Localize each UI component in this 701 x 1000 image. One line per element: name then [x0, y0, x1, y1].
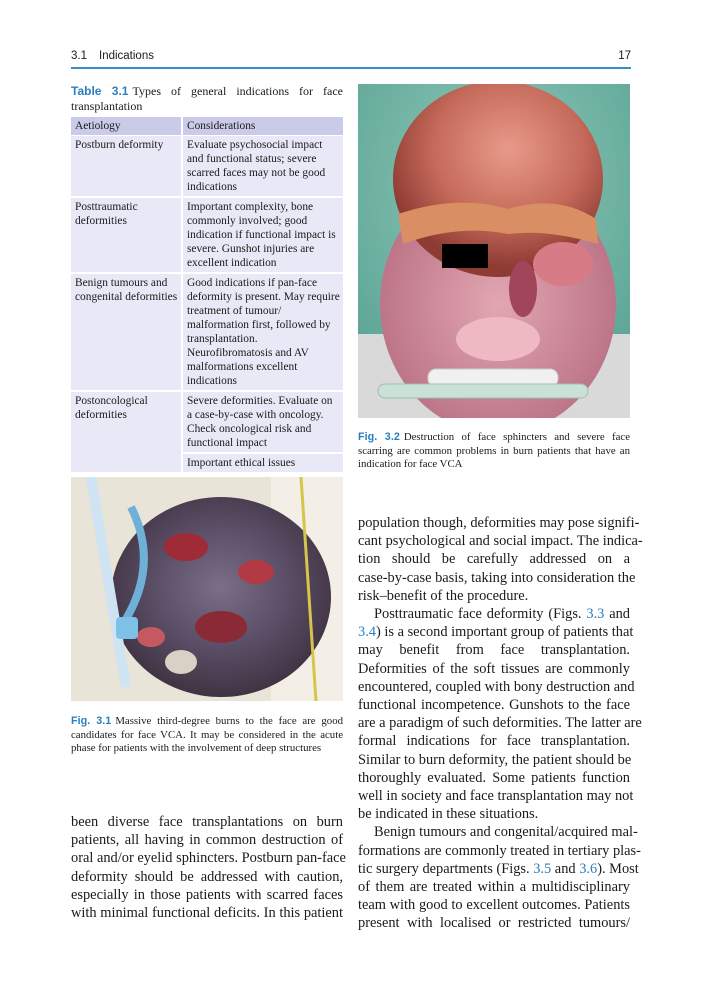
- body-line: Similar to burn deformity, the patient should be: [358, 751, 632, 768]
- body-line: case-by-case basis, taking into consideration the: [358, 569, 636, 586]
- body-line: formations are commonly treated in tertiary plas-: [358, 842, 641, 859]
- body-line: oral and/or eyelid sphincters. Postburn pan-face: [71, 850, 346, 867]
- figure-3-1-label: Fig. 3.1: [71, 715, 112, 727]
- body-line: well in society and face transplantation may not: [358, 788, 634, 805]
- left-column-body: [71, 813, 346, 922]
- table-row: [71, 392, 343, 454]
- section-heading: [71, 50, 154, 62]
- text-run: tic surgery departments (Figs.: [358, 860, 534, 877]
- table-caption-text: Types of general indications for face transplantation: [71, 84, 344, 113]
- privacy-bar: [442, 244, 488, 268]
- acute-burn-photo-illustration: [71, 477, 343, 701]
- body-line: [358, 623, 634, 641]
- body-line: may benefit from face transplantation.: [358, 642, 630, 659]
- body-line: of them are treated within a multidisciplinary: [358, 879, 630, 896]
- body-line: thoroughly evaluated. Some patients function: [358, 769, 630, 786]
- body-line: team with good to excellent outcomes. Patients: [358, 897, 630, 914]
- column-header-considerations: Considerations: [183, 117, 343, 136]
- figure-3-2-label: Fig. 3.2: [358, 431, 400, 443]
- aetiology-cell: Postburn deformity: [71, 136, 183, 198]
- aetiology-cell: Postoncological deformities: [71, 392, 183, 474]
- considerations-cell: Important complexity, bone commonly involved; good indication if functional impact is severe. Gunshot injuries are excellent indication: [183, 198, 343, 274]
- table-row: [71, 136, 343, 198]
- body-line: population though, deformities may pose signifi-: [358, 515, 640, 531]
- figure-3-1-caption-text: Massive third-degree burns to the face are good candidates for face VCA. It may be considered in the acute phase for patients with the involvement of deep structures: [71, 715, 344, 754]
- body-line: tion should be carefully addressed on a: [358, 551, 630, 568]
- text-run: Posttraumatic face deformity (Figs.: [374, 606, 587, 623]
- table-row: [71, 274, 343, 392]
- aetiology-cell: Benign tumours and congenital deformities: [71, 274, 183, 392]
- body-line: especially in those patients with scarred faces: [71, 886, 343, 903]
- text-run: ) is a second important group of patients that: [376, 624, 634, 641]
- body-line: be indicated in these situations.: [358, 806, 539, 823]
- section-title: Indications: [99, 50, 154, 62]
- aetiology-cell: Posttraumatic deformities: [71, 198, 183, 274]
- considerations-cell: Evaluate psychosocial impact and functional status; severe scarred faces may not be good indications: [183, 136, 343, 198]
- indications-table: [71, 117, 343, 474]
- body-line: are a paradigm of such deformities. The latter are: [358, 715, 642, 732]
- body-line: patients, all having in common destruction of: [71, 832, 343, 849]
- body-line: cant psychological and social impact. The indica-: [358, 533, 643, 550]
- body-line: Benign tumours and congenital/acquired mal-: [374, 824, 638, 841]
- considerations-cell: Important ethical issues: [183, 454, 343, 474]
- body-line: formal indications for face transplantation.: [358, 733, 630, 750]
- table-row: [71, 198, 343, 274]
- table-header-row: [71, 117, 343, 136]
- body-line: been diverse face transplantations on burn: [71, 814, 343, 830]
- figure-reference-link[interactable]: 3.3: [586, 606, 605, 623]
- body-line: [358, 860, 639, 878]
- text-run: and: [551, 860, 580, 877]
- body-line: present with localised or restricted tumours/: [358, 915, 630, 932]
- column-header-aetiology: Aetiology: [71, 117, 183, 136]
- considerations-cell: Severe deformities. Evaluate on a case-by-case with oncology. Check oncological risk and functional impact: [183, 392, 343, 454]
- body-line: functional incompetence. Gunshots to the face: [358, 697, 630, 714]
- body-line: Deformities of the soft tissues are commonly: [358, 660, 630, 677]
- body-line: with minimal functional deficits. In this patient: [71, 905, 343, 922]
- figure-reference-link[interactable]: 3.5: [533, 860, 552, 877]
- table-label: Table 3.1: [71, 84, 129, 98]
- header-rule: [71, 67, 631, 69]
- body-line: deformity should be addressed with caution,: [71, 868, 343, 885]
- figure-3-1-photo: [71, 477, 343, 701]
- running-header: [71, 48, 631, 68]
- table-caption: [71, 84, 343, 114]
- text-run: ). Most: [597, 860, 639, 877]
- burn-face-photo-illustration: [358, 84, 630, 418]
- body-line: [358, 605, 630, 623]
- figure-3-2-photo: [358, 84, 630, 418]
- body-line: risk–benefit of the procedure.: [358, 587, 529, 604]
- figure-3-1-caption: [71, 715, 343, 756]
- figure-reference-link[interactable]: 3.4: [358, 624, 376, 641]
- page-number: 17: [618, 50, 631, 62]
- body-line: encountered, coupled with bony destruction and: [358, 678, 635, 695]
- considerations-cell: Good indications if pan-face deformity is present. May require treatment of tumour/ malformation first, followed by transplantation. Neurofibromatosis and AV malformations excellent indications: [183, 274, 343, 392]
- section-number: 3.1: [71, 50, 87, 62]
- figure-3-2-caption-text: Destruction of face sphincters and severe face scarring are common problems in burn patients that have an indication for face VCA: [358, 431, 630, 470]
- text-run: and: [604, 606, 630, 623]
- figure-3-2-caption: [358, 431, 630, 472]
- right-column-body: [358, 514, 643, 933]
- figure-reference-link[interactable]: 3.6: [579, 860, 598, 877]
